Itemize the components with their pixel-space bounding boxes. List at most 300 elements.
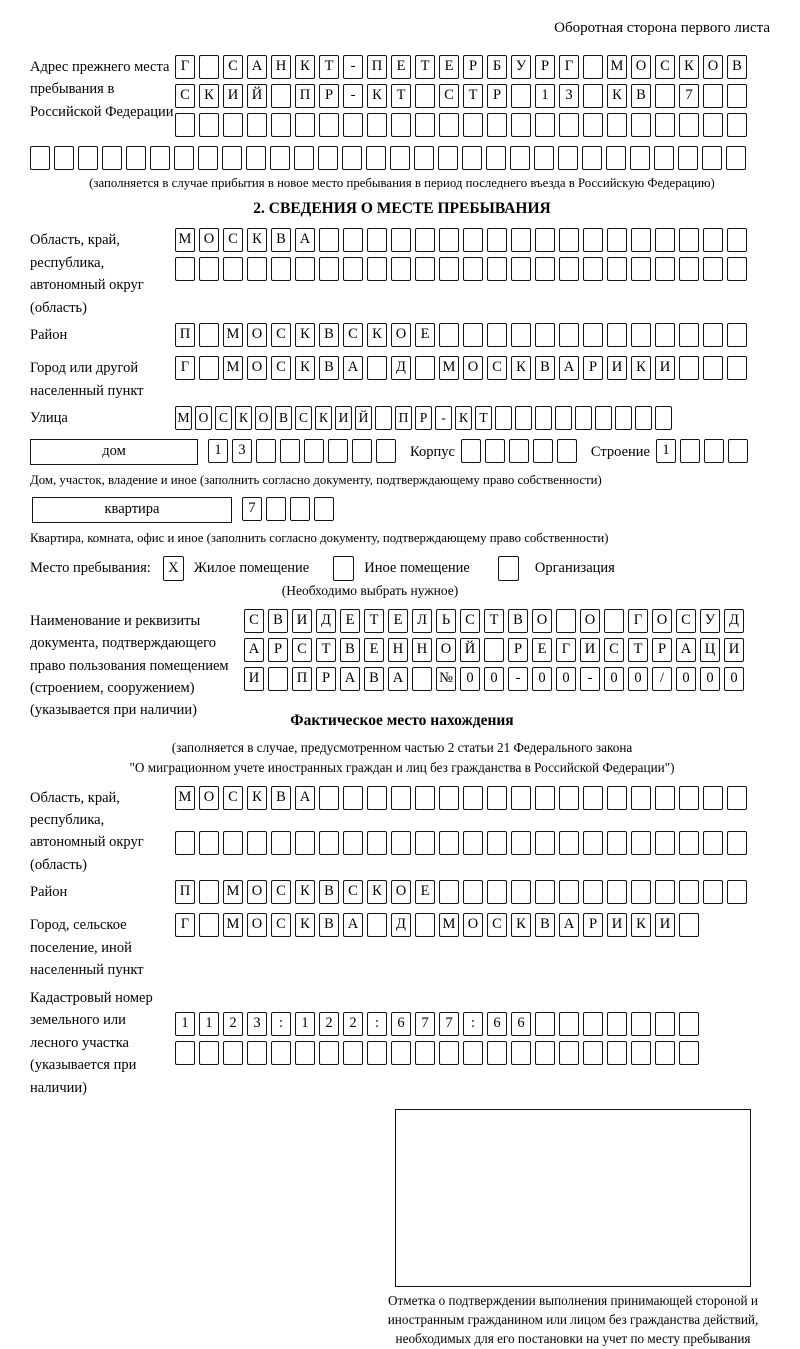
char-cell[interactable] [391,1041,411,1065]
char-cell[interactable] [391,831,411,855]
char-cell[interactable]: 1 [295,1012,315,1036]
char-cell[interactable] [319,257,339,281]
char-cell[interactable] [559,228,579,252]
char-cell[interactable] [199,55,219,79]
char-cell[interactable] [463,786,483,810]
char-cell[interactable]: С [175,84,195,108]
char-cell[interactable] [343,831,363,855]
char-cell[interactable]: - [580,667,600,691]
char-cell[interactable] [703,880,723,904]
stay-oblast-row-1[interactable] [175,228,774,252]
char-cell[interactable] [343,228,363,252]
char-cell[interactable] [247,257,267,281]
char-cell[interactable]: Р [583,356,603,380]
char-cell[interactable]: 0 [532,667,552,691]
char-cell[interactable] [511,323,531,347]
char-cell[interactable]: 2 [319,1012,339,1036]
char-cell[interactable]: Е [439,55,459,79]
char-cell[interactable]: 0 [604,667,624,691]
char-cell[interactable] [655,113,675,137]
char-cell[interactable]: У [511,55,531,79]
char-cell[interactable] [728,439,748,463]
char-cell[interactable] [535,786,555,810]
char-cell[interactable]: Т [628,638,648,662]
char-cell[interactable]: 6 [511,1012,531,1036]
char-cell[interactable]: К [607,84,627,108]
dom-number-cells[interactable] [208,439,400,463]
char-cell[interactable]: Т [484,609,504,633]
char-cell[interactable]: А [295,228,315,252]
char-cell[interactable] [484,638,504,662]
char-cell[interactable]: У [700,609,720,633]
char-cell[interactable]: С [343,323,363,347]
char-cell[interactable] [223,113,243,137]
char-cell[interactable] [270,146,290,170]
char-cell[interactable]: С [223,786,243,810]
char-cell[interactable]: И [724,638,744,662]
char-cell[interactable] [727,113,747,137]
char-cell[interactable] [439,1041,459,1065]
char-cell[interactable]: Г [175,913,195,937]
char-cell[interactable]: Р [415,406,432,430]
prev-address-row-1[interactable] [175,55,774,79]
char-cell[interactable]: О [255,406,272,430]
char-cell[interactable] [199,323,219,347]
char-cell[interactable] [559,323,579,347]
char-cell[interactable]: М [223,913,243,937]
char-cell[interactable] [439,323,459,347]
char-cell[interactable] [631,323,651,347]
char-cell[interactable]: П [292,667,312,691]
char-cell[interactable] [78,146,98,170]
stay-oblast-row-2[interactable] [175,257,774,281]
char-cell[interactable] [415,913,435,937]
char-cell[interactable] [319,1041,339,1065]
char-cell[interactable]: А [343,913,363,937]
char-cell[interactable] [391,113,411,137]
char-cell[interactable]: Е [391,55,411,79]
char-cell[interactable]: 0 [700,667,720,691]
char-cell[interactable]: В [508,609,528,633]
char-cell[interactable]: : [271,1012,291,1036]
char-cell[interactable]: В [319,356,339,380]
prev-address-row-2[interactable] [175,84,774,108]
char-cell[interactable] [703,228,723,252]
char-cell[interactable]: В [727,55,747,79]
char-cell[interactable]: 0 [724,667,744,691]
char-cell[interactable] [655,257,675,281]
char-cell[interactable]: С [223,228,243,252]
char-cell[interactable] [414,146,434,170]
char-cell[interactable] [367,831,387,855]
char-cell[interactable] [727,880,747,904]
char-cell[interactable]: Г [556,638,576,662]
char-cell[interactable] [439,786,459,810]
char-cell[interactable] [290,497,310,521]
char-cell[interactable] [367,113,387,137]
char-cell[interactable]: И [335,406,352,430]
char-cell[interactable]: Е [388,609,408,633]
char-cell[interactable] [318,146,338,170]
char-cell[interactable] [559,257,579,281]
char-cell[interactable] [535,406,552,430]
char-cell[interactable]: О [703,55,723,79]
char-cell[interactable] [534,146,554,170]
char-cell[interactable] [583,113,603,137]
char-cell[interactable] [390,146,410,170]
char-cell[interactable]: А [340,667,360,691]
char-cell[interactable] [415,831,435,855]
char-cell[interactable] [366,146,386,170]
prev-address-row-3[interactable] [175,113,774,137]
fact-oblast-row-2[interactable] [175,831,774,855]
char-cell[interactable] [678,146,698,170]
char-cell[interactable]: О [247,880,267,904]
char-cell[interactable] [487,323,507,347]
char-cell[interactable]: Т [391,84,411,108]
char-cell[interactable] [583,880,603,904]
char-cell[interactable] [535,323,555,347]
char-cell[interactable] [487,880,507,904]
char-cell[interactable] [679,323,699,347]
char-cell[interactable]: Р [508,638,528,662]
char-cell[interactable]: О [436,638,456,662]
char-cell[interactable]: С [676,609,696,633]
char-cell[interactable] [367,786,387,810]
char-cell[interactable] [415,1041,435,1065]
char-cell[interactable]: К [247,786,267,810]
char-cell[interactable]: Г [559,55,579,79]
char-cell[interactable] [319,113,339,137]
char-cell[interactable] [511,786,531,810]
char-cell[interactable] [703,257,723,281]
char-cell[interactable] [391,786,411,810]
char-cell[interactable] [654,146,674,170]
char-cell[interactable]: О [532,609,552,633]
stay-gorod-row[interactable] [175,356,774,380]
char-cell[interactable] [509,439,529,463]
char-cell[interactable]: С [271,323,291,347]
char-cell[interactable]: О [463,356,483,380]
char-cell[interactable] [294,146,314,170]
char-cell[interactable]: И [580,638,600,662]
char-cell[interactable] [439,831,459,855]
char-cell[interactable] [439,113,459,137]
char-cell[interactable]: О [247,356,267,380]
char-cell[interactable] [679,913,699,937]
stay-ulitsa-row[interactable] [175,406,774,430]
char-cell[interactable] [438,146,458,170]
char-cell[interactable] [343,786,363,810]
char-cell[interactable] [199,880,219,904]
char-cell[interactable] [583,228,603,252]
char-cell[interactable]: М [175,228,195,252]
char-cell[interactable]: Т [364,609,384,633]
char-cell[interactable] [703,84,723,108]
char-cell[interactable] [461,439,481,463]
char-cell[interactable]: - [508,667,528,691]
kvartira-cells[interactable] [242,497,338,521]
char-cell[interactable] [304,439,324,463]
char-cell[interactable]: К [679,55,699,79]
char-cell[interactable] [199,257,219,281]
char-cell[interactable] [727,84,747,108]
char-cell[interactable] [495,406,512,430]
char-cell[interactable] [679,228,699,252]
char-cell[interactable]: П [395,406,412,430]
char-cell[interactable]: С [343,880,363,904]
char-cell[interactable] [555,406,572,430]
char-cell[interactable] [583,84,603,108]
char-cell[interactable]: К [367,880,387,904]
char-cell[interactable]: М [175,786,195,810]
char-cell[interactable] [247,831,267,855]
char-cell[interactable] [727,323,747,347]
char-cell[interactable]: М [175,406,192,430]
char-cell[interactable]: - [343,55,363,79]
char-cell[interactable]: С [244,609,264,633]
char-cell[interactable]: Г [175,356,195,380]
char-cell[interactable]: 3 [559,84,579,108]
char-cell[interactable] [319,228,339,252]
char-cell[interactable]: К [295,55,315,79]
char-cell[interactable] [559,1041,579,1065]
char-cell[interactable]: К [199,84,219,108]
char-cell[interactable] [415,257,435,281]
char-cell[interactable] [583,257,603,281]
char-cell[interactable]: С [271,913,291,937]
char-cell[interactable]: В [319,880,339,904]
char-cell[interactable]: Е [532,638,552,662]
char-cell[interactable] [439,228,459,252]
char-cell[interactable]: П [175,880,195,904]
char-cell[interactable] [535,880,555,904]
char-cell[interactable] [463,1041,483,1065]
char-cell[interactable]: М [607,55,627,79]
char-cell[interactable] [463,228,483,252]
char-cell[interactable]: Й [355,406,372,430]
char-cell[interactable] [559,1012,579,1036]
char-cell[interactable] [375,406,392,430]
char-cell[interactable]: Р [535,55,555,79]
char-cell[interactable] [535,1012,555,1036]
char-cell[interactable] [511,831,531,855]
char-cell[interactable]: С [487,913,507,937]
char-cell[interactable] [511,84,531,108]
char-cell[interactable]: И [655,913,675,937]
char-cell[interactable] [102,146,122,170]
char-cell[interactable]: В [364,667,384,691]
char-cell[interactable] [607,228,627,252]
char-cell[interactable] [367,356,387,380]
char-cell[interactable]: 7 [439,1012,459,1036]
char-cell[interactable] [223,831,243,855]
char-cell[interactable] [583,786,603,810]
char-cell[interactable]: И [607,913,627,937]
char-cell[interactable]: Р [319,84,339,108]
char-cell[interactable] [655,323,675,347]
char-cell[interactable] [462,146,482,170]
char-cell[interactable] [487,786,507,810]
char-cell[interactable] [703,831,723,855]
char-cell[interactable] [631,786,651,810]
char-cell[interactable]: Р [652,638,672,662]
char-cell[interactable]: К [295,356,315,380]
char-cell[interactable] [533,439,553,463]
char-cell[interactable] [631,831,651,855]
char-cell[interactable] [583,1012,603,1036]
char-cell[interactable]: К [631,356,651,380]
char-cell[interactable] [439,257,459,281]
checkbox-inoe[interactable] [333,556,354,581]
char-cell[interactable]: К [295,913,315,937]
char-cell[interactable]: М [223,323,243,347]
char-cell[interactable] [126,146,146,170]
char-cell[interactable] [510,146,530,170]
char-cell[interactable] [630,146,650,170]
char-cell[interactable] [280,439,300,463]
korpus-cells[interactable] [461,439,581,463]
char-cell[interactable] [535,831,555,855]
char-cell[interactable]: Д [724,609,744,633]
char-cell[interactable]: Й [460,638,480,662]
char-cell[interactable]: Ц [700,638,720,662]
char-cell[interactable] [150,146,170,170]
char-cell[interactable] [727,786,747,810]
char-cell[interactable]: О [652,609,672,633]
char-cell[interactable]: : [463,1012,483,1036]
stroenie-cells[interactable] [656,439,752,463]
char-cell[interactable] [583,831,603,855]
char-cell[interactable] [727,257,747,281]
char-cell[interactable] [485,439,505,463]
char-cell[interactable] [679,880,699,904]
char-cell[interactable]: 7 [679,84,699,108]
char-cell[interactable]: 1 [535,84,555,108]
char-cell[interactable]: К [511,913,531,937]
char-cell[interactable] [559,880,579,904]
char-cell[interactable] [655,84,675,108]
char-cell[interactable]: П [175,323,195,347]
checkbox-zhiloe[interactable]: X [163,556,184,581]
char-cell[interactable] [266,497,286,521]
char-cell[interactable]: В [268,609,288,633]
char-cell[interactable] [295,831,315,855]
char-cell[interactable]: С [655,55,675,79]
char-cell[interactable] [535,257,555,281]
char-cell[interactable]: С [604,638,624,662]
char-cell[interactable] [295,113,315,137]
char-cell[interactable] [631,880,651,904]
char-cell[interactable]: В [271,786,291,810]
char-cell[interactable] [175,1041,195,1065]
char-cell[interactable]: В [535,913,555,937]
char-cell[interactable]: С [215,406,232,430]
char-cell[interactable]: 1 [656,439,676,463]
char-cell[interactable]: Д [391,913,411,937]
char-cell[interactable]: С [292,638,312,662]
char-cell[interactable] [679,356,699,380]
char-cell[interactable] [726,146,746,170]
char-cell[interactable] [199,831,219,855]
char-cell[interactable] [655,1041,675,1065]
char-cell[interactable] [175,831,195,855]
char-cell[interactable] [343,113,363,137]
char-cell[interactable] [415,84,435,108]
char-cell[interactable]: С [460,609,480,633]
char-cell[interactable] [679,1041,699,1065]
char-cell[interactable]: О [247,913,267,937]
char-cell[interactable] [535,1041,555,1065]
char-cell[interactable]: В [319,913,339,937]
char-cell[interactable]: Е [364,638,384,662]
char-cell[interactable] [583,323,603,347]
char-cell[interactable] [727,356,747,380]
char-cell[interactable] [655,880,675,904]
char-cell[interactable] [535,113,555,137]
fact-kadastr-row-1[interactable] [175,1012,774,1036]
char-cell[interactable]: Й [247,84,267,108]
char-cell[interactable] [631,228,651,252]
char-cell[interactable] [268,667,288,691]
char-cell[interactable] [463,113,483,137]
char-cell[interactable] [367,1041,387,1065]
char-cell[interactable]: С [439,84,459,108]
char-cell[interactable]: Н [412,638,432,662]
char-cell[interactable] [463,257,483,281]
char-cell[interactable] [223,1041,243,1065]
char-cell[interactable] [558,146,578,170]
char-cell[interactable]: А [295,786,315,810]
char-cell[interactable] [679,257,699,281]
char-cell[interactable]: С [271,356,291,380]
char-cell[interactable] [583,55,603,79]
char-cell[interactable]: 6 [391,1012,411,1036]
char-cell[interactable]: И [292,609,312,633]
char-cell[interactable] [412,667,432,691]
char-cell[interactable]: К [511,356,531,380]
char-cell[interactable]: Т [316,638,336,662]
char-cell[interactable] [703,113,723,137]
char-cell[interactable] [631,1041,651,1065]
char-cell[interactable] [511,257,531,281]
char-cell[interactable] [367,257,387,281]
char-cell[interactable]: Т [463,84,483,108]
char-cell[interactable] [439,880,459,904]
char-cell[interactable] [607,1012,627,1036]
char-cell[interactable]: А [676,638,696,662]
char-cell[interactable]: - [435,406,452,430]
char-cell[interactable] [604,609,624,633]
char-cell[interactable]: О [391,323,411,347]
char-cell[interactable] [583,1041,603,1065]
char-cell[interactable] [271,113,291,137]
char-cell[interactable] [556,609,576,633]
char-cell[interactable] [367,913,387,937]
char-cell[interactable] [680,439,700,463]
char-cell[interactable]: О [247,323,267,347]
char-cell[interactable]: Г [628,609,648,633]
char-cell[interactable] [635,406,652,430]
char-cell[interactable]: М [223,356,243,380]
char-cell[interactable]: П [367,55,387,79]
char-cell[interactable]: А [388,667,408,691]
char-cell[interactable] [199,113,219,137]
char-cell[interactable] [595,406,612,430]
char-cell[interactable]: А [559,356,579,380]
char-cell[interactable] [607,786,627,810]
char-cell[interactable] [271,257,291,281]
